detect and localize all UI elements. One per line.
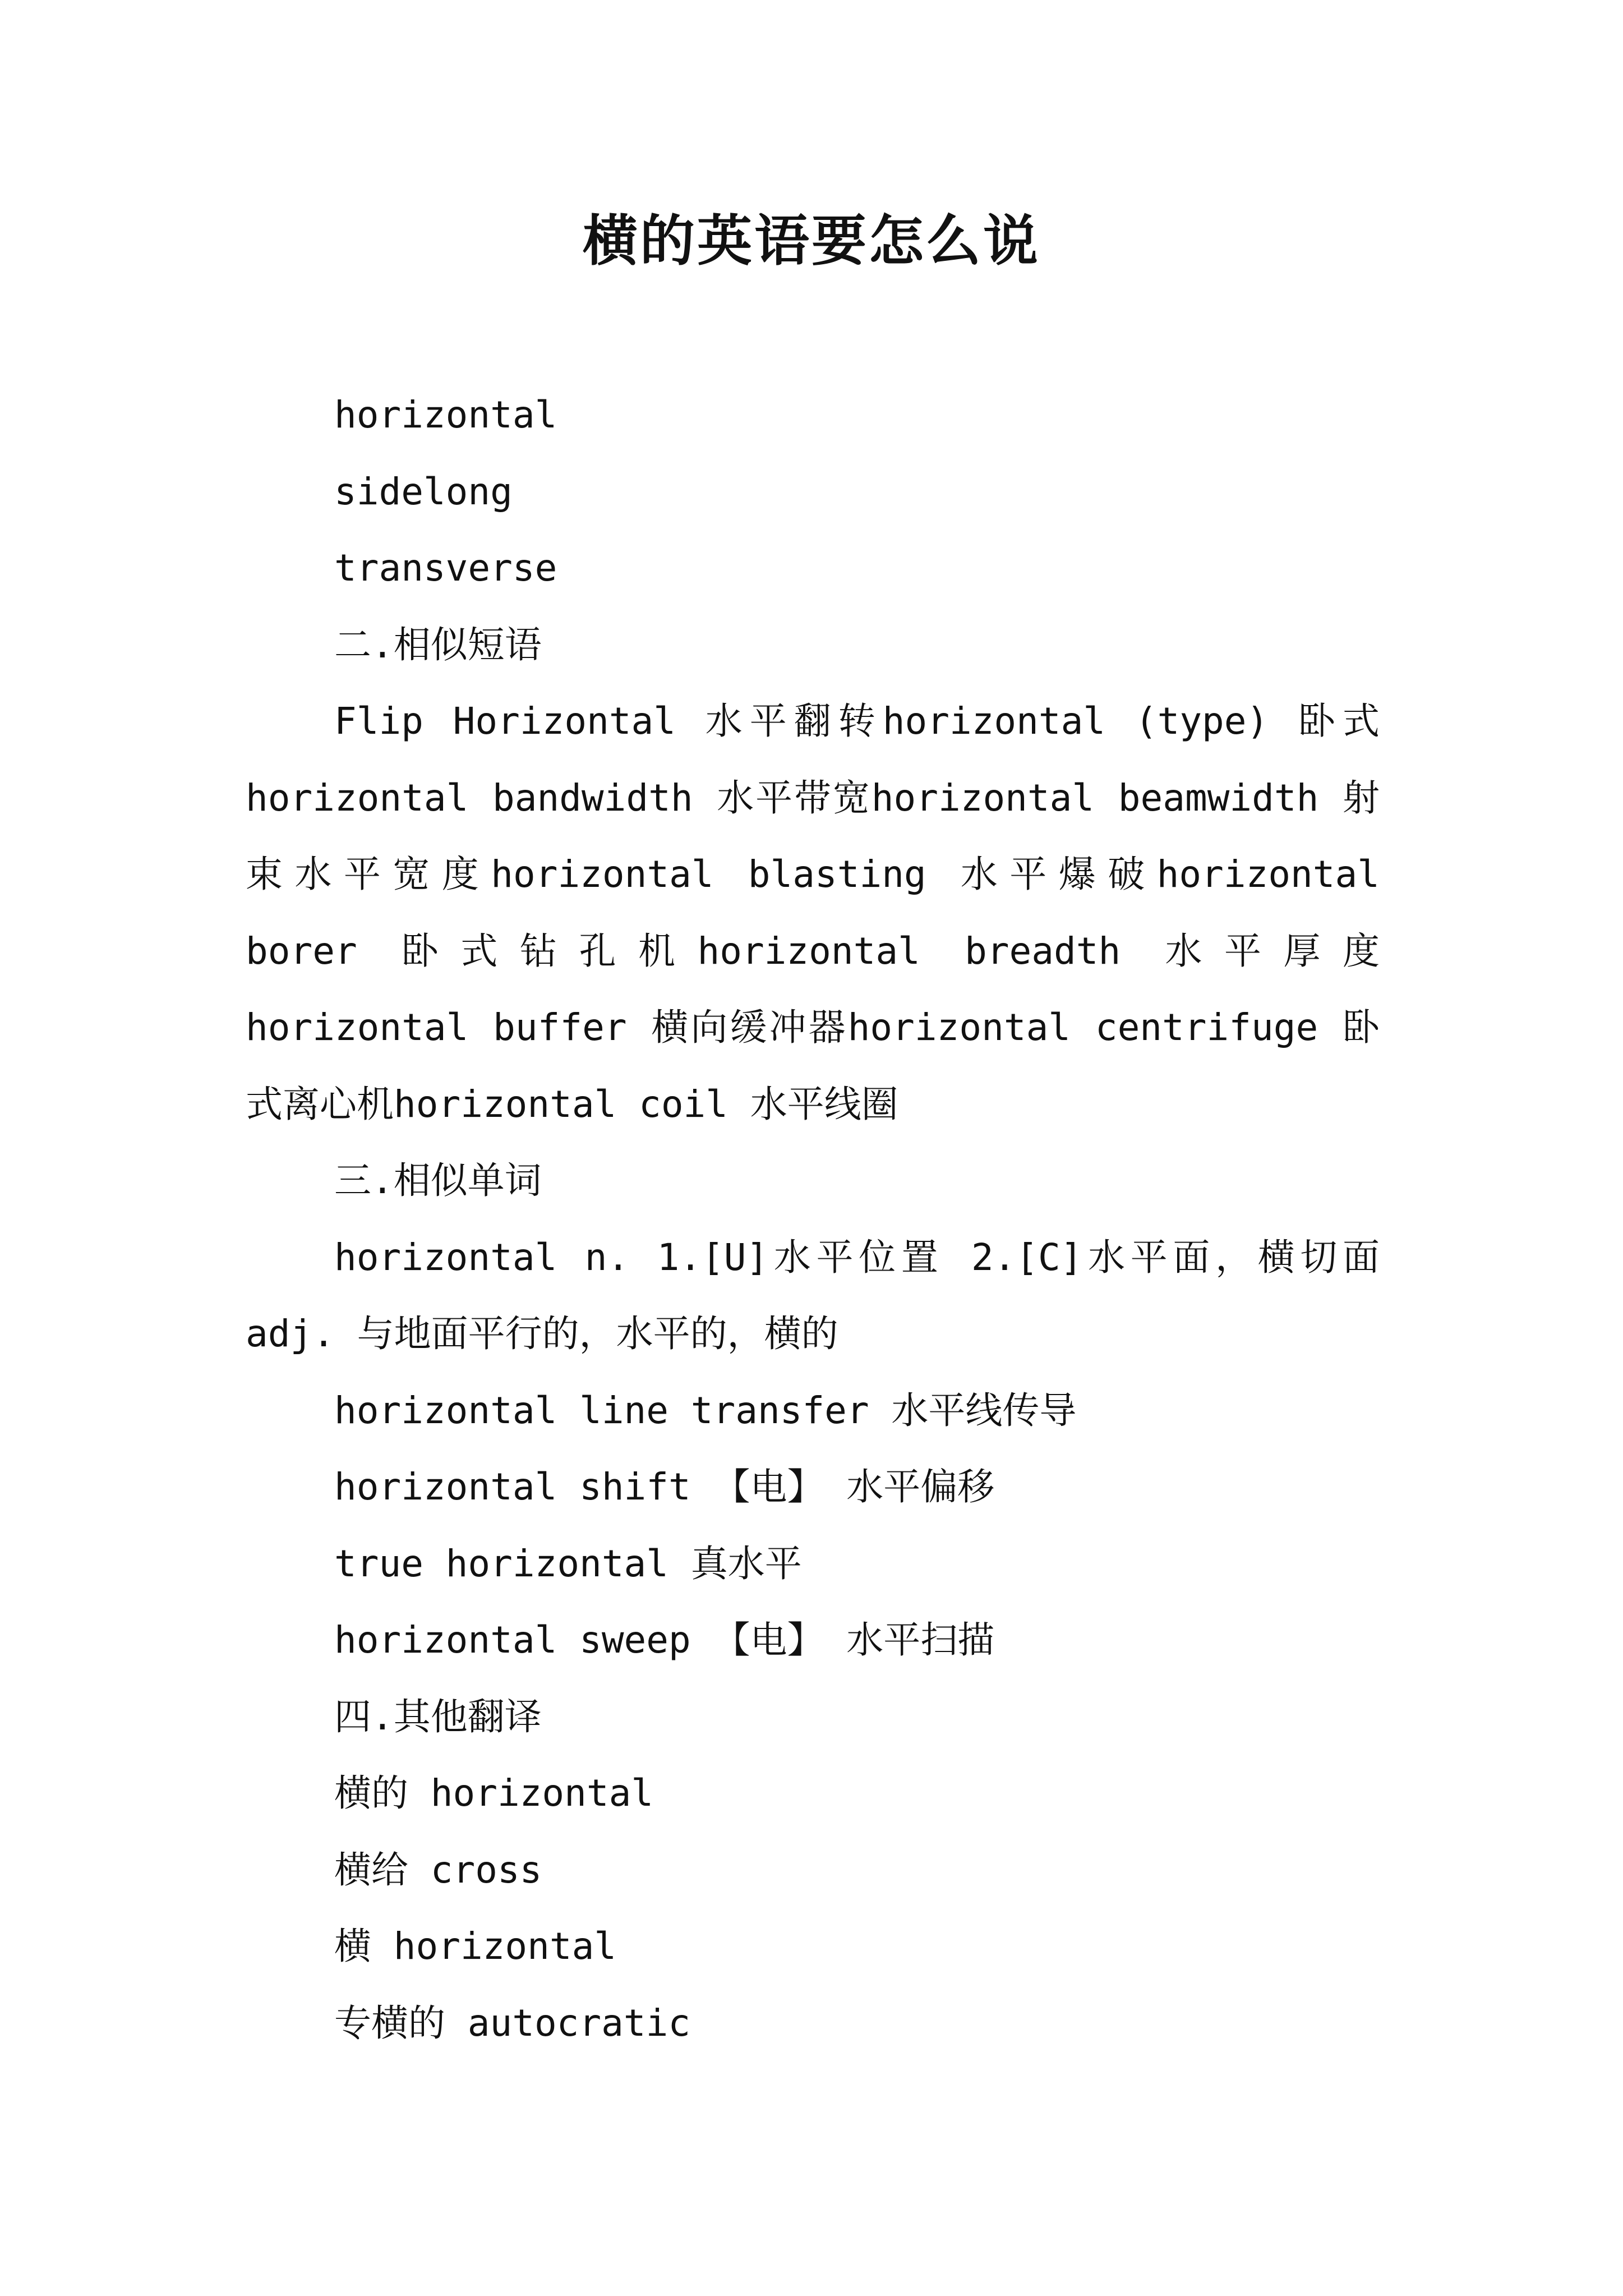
translation-item: transverse: [334, 546, 557, 590]
other-translation-item: 横给 cross: [334, 1848, 542, 1892]
similar-phrases-paragraph: Flip Horizontal 水平翻转horizontal (type) 卧式 horizontal bandwidth 水平带宽horizontal beamwidth 射束水平宽度horizontal blasting 水平爆破horizontal borer 卧式钻孔机horizontal breadth 水平厚度 horizontal buffer 横向缓冲器horizontal centrifuge 卧式离心机horizontal coil 水平线圈: [246, 700, 1380, 1126]
document-body: [246, 377, 1380, 2062]
other-translation-item: 专横的 autocratic: [334, 2001, 691, 2045]
page-title: 横的英语要怎么说: [582, 209, 1040, 273]
section-heading-similar-phrases: 二.相似短语: [334, 623, 542, 666]
translation-item: sidelong: [334, 470, 513, 513]
horizontal-definition: horizontal n. 1.[U]水平位置 2.[C]水平面，横切面 adj. 与地面平行的，水平的，横的: [246, 1235, 1380, 1355]
other-translation-item: 横 horizontal: [334, 1925, 617, 1968]
phrase-item: horizontal shift 【电】 水平偏移: [334, 1465, 995, 1508]
phrase-item: horizontal line transfer 水平线传导: [334, 1388, 1077, 1432]
section-heading-similar-words: 三.相似单词: [334, 1159, 542, 1202]
phrase-item: horizontal sweep 【电】 水平扫描: [334, 1618, 995, 1662]
translation-item: horizontal: [334, 393, 557, 436]
other-translation-item: 横的 horizontal: [334, 1772, 654, 1815]
section-heading-other-translations: 四.其他翻译: [334, 1695, 542, 1738]
phrase-item: true horizontal 真水平: [334, 1542, 802, 1585]
